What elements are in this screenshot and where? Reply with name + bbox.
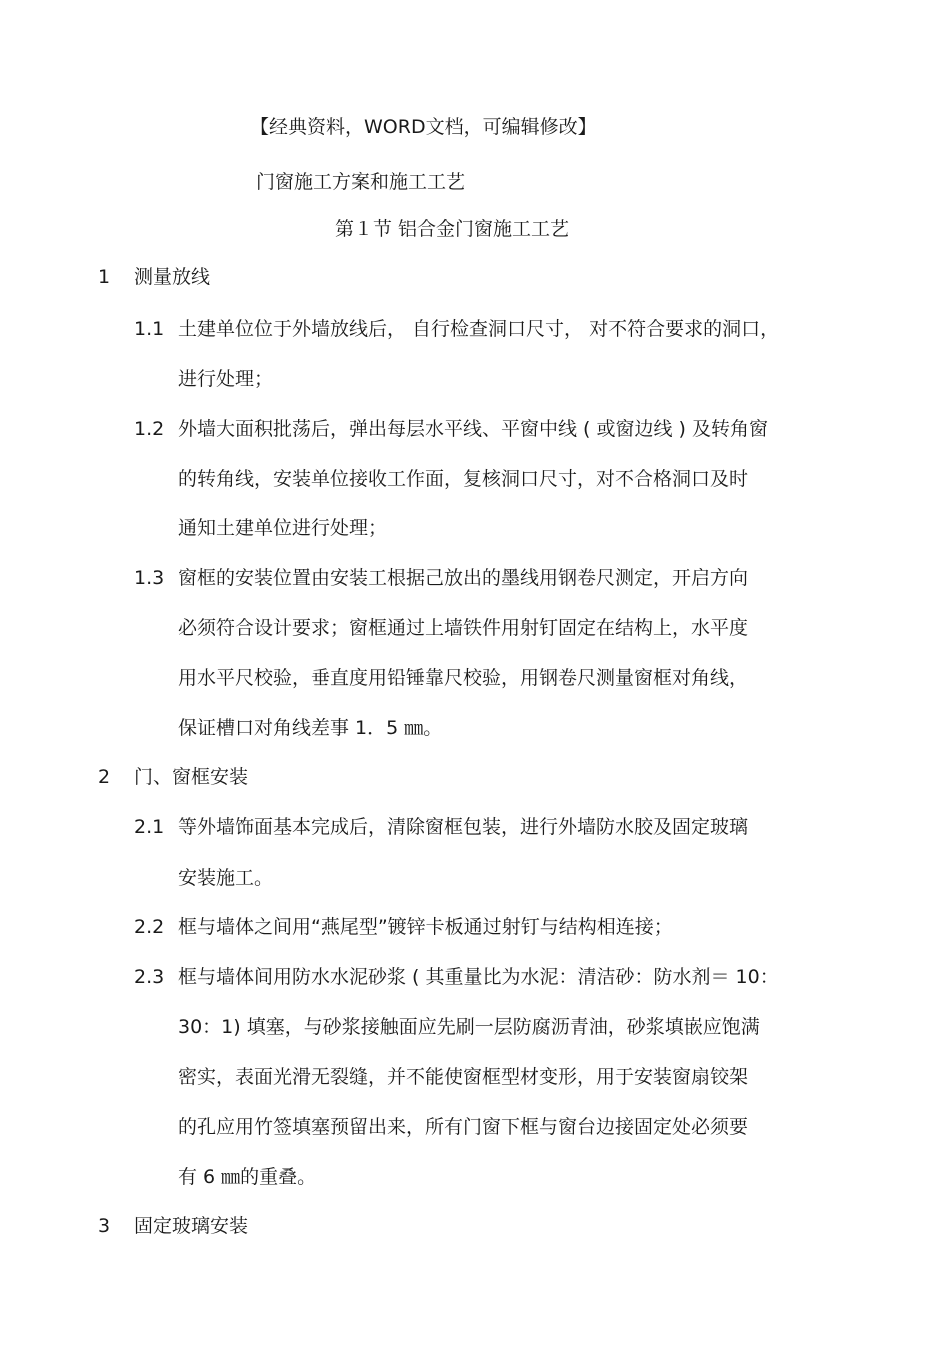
item-2-3-line: 密实，表面光滑无裂缝，并不能使窗框型材变形，用于安装窗扇铰架 xyxy=(178,1066,749,1088)
item-1-1-line: 土建单位位于外墙放线后， 自行检查洞口尺寸， 对不符合要求的洞口， xyxy=(178,318,780,340)
heading-2-text: 门、窗框安装 xyxy=(134,766,249,788)
item-2-3-line: 的孔应用竹签填塞预留出来，所有门窗下框与窗台边接固定处必须要 xyxy=(178,1116,749,1138)
heading-1-number: 1 xyxy=(98,266,111,288)
heading-1-text: 测量放线 xyxy=(134,266,211,288)
item-1-3-line: 用水平尺校验，垂直度用铅锤靠尺校验，用钢卷尺测量窗框对角线， xyxy=(178,667,749,689)
item-1-1-number: 1.1 xyxy=(134,318,165,340)
item-1-2-line: 外墙大面积批荡后，弹出每层水平线、平窗中线 ( 或窗边线 ) 及转角窗 xyxy=(178,418,768,440)
item-2-3-line: 有 6 ㎜的重叠。 xyxy=(178,1166,317,1188)
item-1-3-line: 窗框的安装位置由安装工根据己放出的墨线用钢卷尺测定，开启方向 xyxy=(178,567,749,589)
document-title: 门窗施工方案和施工工艺 xyxy=(256,171,466,193)
item-2-1-number: 2.1 xyxy=(134,816,165,838)
item-1-3-line: 必须符合设计要求；窗框通过上墙铁件用射钉固定在结构上，水平度 xyxy=(178,617,749,639)
item-1-2-number: 1.2 xyxy=(134,418,165,440)
section-heading: 第１节 铝合金门窗施工工艺 xyxy=(335,218,570,240)
item-1-2-line: 通知土建单位进行处理； xyxy=(178,517,388,539)
item-2-1-line: 等外墙饰面基本完成后，清除窗框包装，进行外墙防水胶及固定玻璃 xyxy=(178,816,749,838)
item-2-2-line: 框与墙体之间用“燕尾型”镀锌卡板通过射钉与结构相连接； xyxy=(178,916,673,938)
document-banner: 【经典资料，WORD文档，可编辑修改】 xyxy=(250,116,597,138)
item-1-3-number: 1.3 xyxy=(134,567,165,589)
heading-2-number: 2 xyxy=(98,766,111,788)
item-2-3-number: 2.3 xyxy=(134,966,165,988)
item-1-3-line: 保证槽口对角线差事 1．5 ㎜。 xyxy=(178,717,443,739)
item-2-2-number: 2.2 xyxy=(134,916,165,938)
item-2-3-line: 30：1) 填塞，与砂浆接触面应先刷一层防腐沥青油，砂浆填嵌应饱满 xyxy=(178,1016,760,1038)
item-2-3-line: 框与墙体间用防水水泥砂浆 ( 其重量比为水泥：清洁砂：防水剂＝ 10： xyxy=(178,966,779,988)
item-2-1-line: 安装施工。 xyxy=(178,867,274,889)
item-1-1-line: 进行处理； xyxy=(178,368,274,390)
heading-3-number: 3 xyxy=(98,1215,111,1237)
heading-3-text: 固定玻璃安装 xyxy=(134,1215,249,1237)
item-1-2-line: 的转角线，安装单位接收工作面，复核洞口尺寸，对不合格洞口及时 xyxy=(178,468,749,490)
